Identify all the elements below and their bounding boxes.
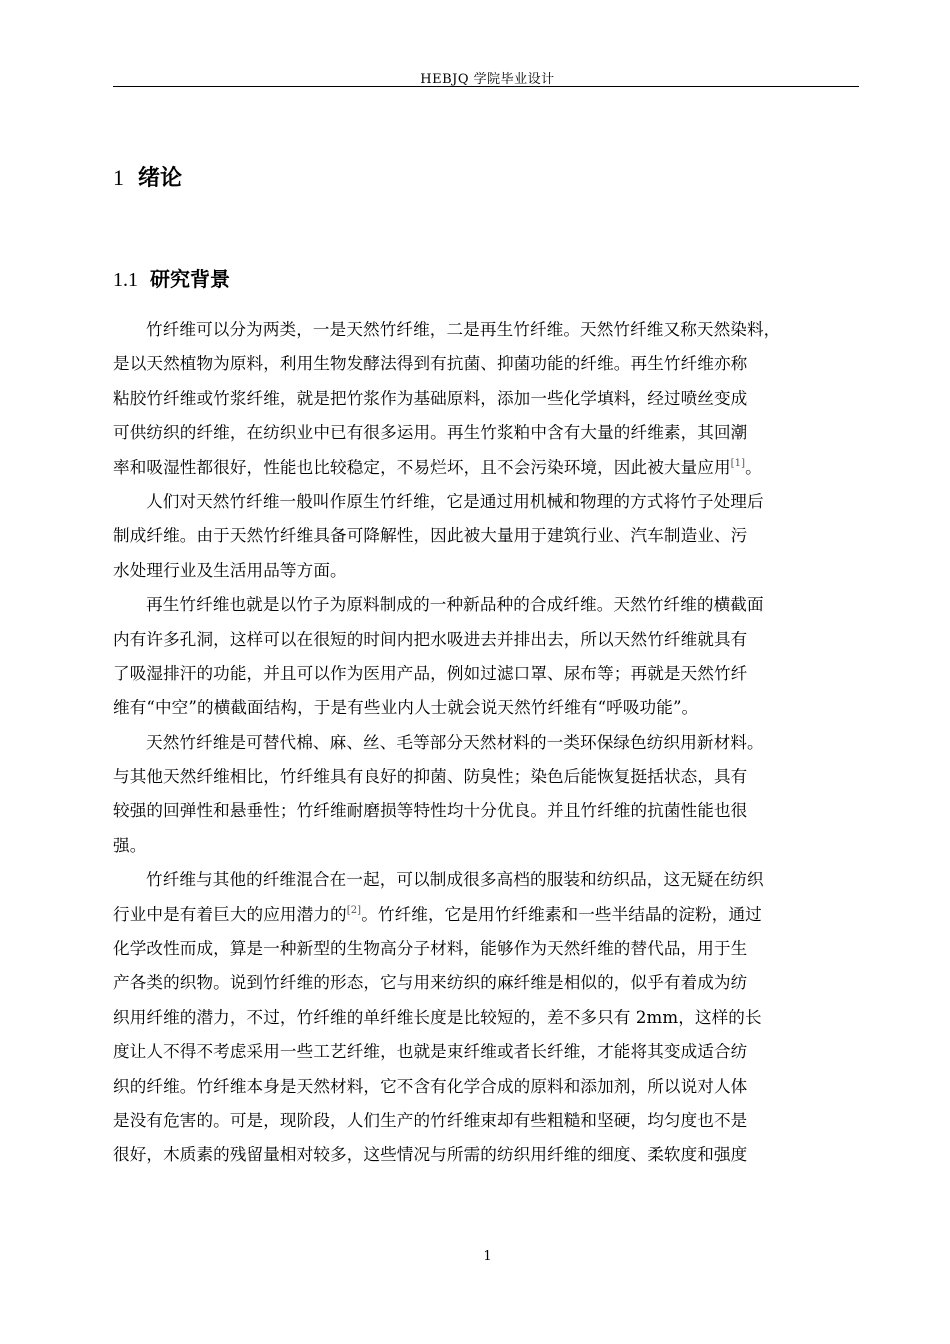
paragraph-5 — [113, 863, 873, 1173]
text-line: 度让人不得不考虑采用一些工艺纤维，也就是束纤维或者长纤维，才能将其变成适合纺 — [113, 1042, 748, 1062]
text-segment: 。 — [745, 457, 762, 477]
text-line: 竹纤维与其他的纤维混合在一起，可以制成很多高档的服装和纺织品，这无疑在纺织 — [146, 870, 764, 890]
page-number: 1 — [483, 1249, 492, 1264]
text-line: 织用纤维的潜力，不过，竹纤维的单纤维长度是比较短的，差不多只有 2mm，这样的长 — [113, 1007, 762, 1027]
text-line: 织的纤维。竹纤维本身是天然材料，它不含有化学合成的原料和添加剂，所以说对人体 — [113, 1076, 748, 1096]
text-line: 较强的回弹性和悬垂性；竹纤维耐磨损等特性均十分优良。并且竹纤维的抗菌性能也很 — [113, 801, 748, 821]
citation-marker: [1] — [730, 457, 746, 469]
text-line: 人们对天然竹纤维一般叫作原生竹纤维，它是通过用机械和物理的方式将竹子处理后 — [146, 491, 764, 511]
text-line: 制成纤维。由于天然竹纤维具备可降解性，因此被大量用于建筑行业、汽车制造业、污 — [113, 526, 748, 546]
text-line: 强。 — [113, 835, 147, 855]
text-line: 粘胶竹纤维或竹浆纤维，就是把竹浆作为基础原料，添加一些化学填料，经过喷丝变成 — [113, 388, 748, 408]
body-text — [113, 313, 873, 1173]
paragraph-2 — [113, 485, 873, 588]
text-line: 产各类的织物。说到竹纤维的形态，它与用来纺织的麻纤维是相似的，似乎有着成为纺 — [113, 973, 748, 993]
text-line: 了吸湿排汗的功能，并且可以作为医用产品，例如过滤口罩、尿布等；再就是天然竹纤 — [113, 663, 748, 683]
text-line — [113, 898, 873, 932]
text-line: 化学改性而成，算是一种新型的生物高分子材料，能够作为天然纤维的替代品，用于生 — [113, 939, 748, 959]
text-line: 内有许多孔洞，这样可以在很短的时间内把水吸进去并排出去，所以天然竹纤维就具有 — [113, 629, 748, 649]
text-line: 是没有危害的。可是，现阶段，人们生产的竹纤维束却有些粗糙和坚硬，均匀度也不是 — [113, 1110, 748, 1130]
text-segment: 行业中是有着巨大的应用潜力的 — [113, 904, 347, 924]
text-line: 可供纺织的纤维，在纺织业中已有很多运用。再生竹浆粕中含有大量的纤维素，其回潮 — [113, 423, 748, 443]
section-number: 1.1 — [113, 269, 138, 291]
chapter-title: 绪论 — [138, 166, 183, 191]
paragraph-1 — [113, 313, 873, 485]
text-line: 再生竹纤维也就是以竹子为原料制成的一种新品种的合成纤维。天然竹纤维的横截面 — [146, 595, 764, 615]
text-line: 很好，木质素的残留量相对较多，这些情况与所需的纺织用纤维的细度、柔软度和强度 — [113, 1145, 748, 1165]
text-line — [113, 451, 873, 485]
header-rule — [113, 86, 859, 87]
chapter-heading — [113, 161, 182, 192]
text-line: 水处理行业及生活用品等方面。 — [113, 560, 347, 580]
text-line: 与其他天然纤维相比，竹纤维具有良好的抑菌、防臭性；染色后能恢复挺括状态，具有 — [113, 767, 748, 787]
chapter-number: 1 — [113, 165, 124, 190]
text-line: 竹纤维可以分为两类，一是天然竹纤维，二是再生竹纤维。天然竹纤维又称天然染料， — [146, 320, 781, 339]
text-segment: 率和吸湿性都很好，性能也比较稳定，不易烂坏，且不会污染环境，因此被大量应用 — [113, 457, 731, 477]
text-line: 是以天然植物为原料，利用生物发酵法得到有抗菌、抑菌功能的纤维。再生竹纤维亦称 — [113, 354, 748, 374]
paragraph-3 — [113, 588, 873, 726]
section-title: 研究背景 — [150, 267, 230, 291]
citation-marker: [2] — [346, 904, 362, 916]
running-header: HEBJQ 学院毕业设计 — [420, 72, 555, 87]
text-line: 天然竹纤维是可替代棉、麻、丝、毛等部分天然材料的一类环保绿色纺织用新材料。 — [146, 732, 764, 752]
text-line: 维有“中空”的横截面结构，于是有些业内人士就会说天然竹纤维有“呼吸功能”。 — [113, 698, 699, 718]
paragraph-4 — [113, 726, 873, 864]
text-segment: 。竹纤维，它是用竹纤维素和一些半结晶的淀粉，通过 — [361, 904, 762, 924]
section-heading — [113, 263, 230, 292]
